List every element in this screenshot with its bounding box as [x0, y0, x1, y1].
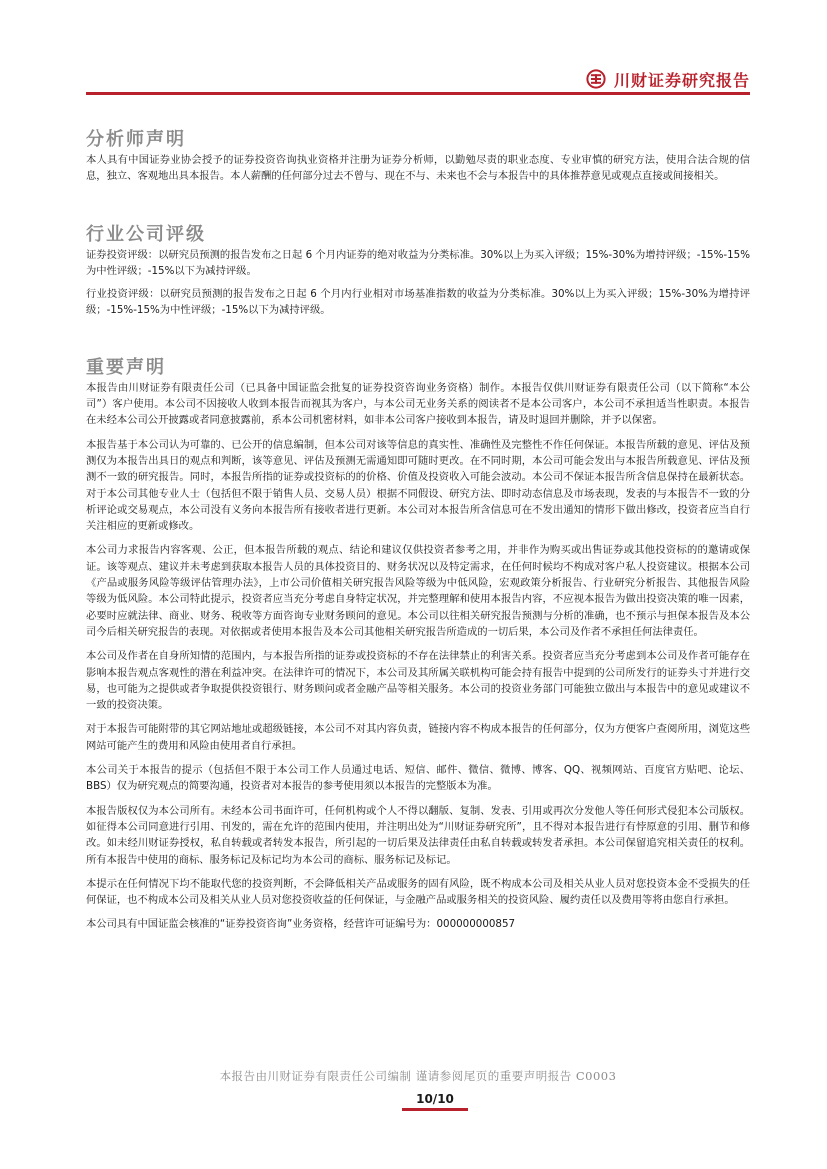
rating-section	[86, 223, 750, 319]
disclaimer-paragraph: 本公司力求报告内容客观、公正，但本报告所载的观点、结论和建议仅供投资者参考之用，并非作为购买或出售证券或其他投资标的的邀请或保证。该等观点、建议并未考虑到获取本报告人员的具体投资目的、财务状况以及特定需求，在任何时候均不构成对客户私人投资建议。根据本公司《产品或服务风险等级评估管理办法》，上市公司价值相关研究报告风险等级为中低风险，宏观政策分析报告、行业研究分析报告、其他报告风险等级为低风险。本公司特此提示，投资者应当充分考虑自身特定状况，并完整理解和使用本报告内容，不应视本报告为做出投资决策的唯一因素，必要时应就法律、商业、财务、税收等方面咨询专业财务顾问的意见。本公司以往相关研究报告预测与分析的准确，也不预示与担保本报告及本公司今后相关研究报告的表现。对依据或者使用本报告及本公司其他相关研究报告所造成的一切后果，本公司及作者不承担任何法律责任。	[86, 544, 750, 638]
rating-title: 行业公司评级	[86, 223, 206, 245]
page-content	[86, 128, 750, 933]
footer-note: 本报告由川财证券有限责任公司编制 谨请参阅尾页的重要声明报告 C0003	[219, 1069, 617, 1083]
page-number: 10/10	[402, 1090, 468, 1111]
header-rule	[86, 92, 750, 95]
disclaimer-title: 重要声明	[86, 356, 166, 378]
license-statement: 本公司具有中国证监会核准的“证券投资咨询”业务资格，经营许可证编号为：000000000857	[86, 918, 516, 931]
analyst-statement-title: 分析师声明	[86, 129, 186, 150]
disclaimer-paragraph: 本公司关于本报告的提示（包括但不限于本公司工作人员通过电话、短信、邮件、微信、微博、博客、QQ、视频网站、百度官方贴吧、论坛、BBS）仅为研究观点的简要沟通，投资者对本报告的参考使用须以本报告的完整版本为准。	[86, 764, 750, 793]
brand	[586, 66, 750, 92]
disclaimer-paragraph: 本报告版权仅为本公司所有。未经本公司书面许可，任何机构或个人不得以翻版、复制、发表、引用或再次分发他人等任何形式侵犯本公司版权。如征得本公司同意进行引用、刊发的，需在允许的范围内使用，并注明出处为“川财证券研究所”，且不得对本报告进行有悖原意的引用、删节和修改。如未经川财证券授权，私自转载或者转发本报告，所引起的一切后果及法律责任由私自转载或转发者承担。本公司保留追究相关责任的权利。所有本报告中使用的商标、服务标记及标记均为本公司的商标、服务标记及标记。	[86, 804, 750, 866]
disclaimer-paragraph: 本公司及作者在自身所知情的范围内，与本报告所指的证券或投资标的不存在法律禁止的利害关系。投资者应当充分考虑到本公司及作者可能存在影响本报告观点客观性的潜在利益冲突。在法律许可的情况下，本公司及其所属关联机构可能会持有报告中提到的公司所发行的证券头寸并进行交易，也可能为之提供或者争取提供投资银行、财务顾问或者金融产品等相关服务。本公司的投资业务部门可能独立做出与本报告中的意见或建议不一致的投资决策。	[86, 650, 750, 712]
disclaimer-paragraph: 本报告由川财证券有限责任公司（已具备中国证监会批复的证券投资咨询业务资格）制作。本报告仅供川财证券有限责任公司（以下简称“本公司”）客户使用。本公司不因接收人收到本报告而视其为客户，与本公司无业务关系的阅读者不是本公司客户，本公司不承担适当性职责。本报告在未经本公司公开披露或者同意披露前，系本公司机密材料，如非本公司客户接收到本报告，请及时退回并删除，并予以保密。	[86, 381, 750, 427]
disclaimer-paragraph: 对于本报告可能附带的其它网站地址或超级链接，本公司不对其内容负责，链接内容不构成本报告的任何部分，仅为方便客户查阅所用，浏览这些网站可能产生的费用和风险由使用者自行承担。	[86, 723, 750, 752]
brand-name: 川财证券研究报告	[613, 70, 750, 90]
chuancai-logo-icon	[586, 69, 606, 89]
analyst-statement-text: 本人具有中国证券业协会授予的证券投资咨询执业资格并注册为证券分析师，以勤勉尽责的职业态度、专业审慎的研究方法，使用合法合规的信息，独立、客观地出具本报告。本人薪酬的任何部分过去不曾与、现在不与、未来也不会与本报告中的具体推荐意见或观点直接或间接相关。	[86, 154, 750, 183]
analyst-statement-section	[86, 128, 750, 185]
industry-rating-text: 行业投资评级：以研究员预测的报告发布之日起 6 个月内行业相对市场基准指数的收益为分类标准。30%以上为买入评级；15%-30%为增持评级；-15%-15%为中性评级；-15%以下为减持评级。	[86, 288, 750, 317]
page-header	[86, 66, 750, 92]
disclaimer-paragraph: 本提示在任何情况下均不能取代您的投资判断，不会降低相关产品或服务的固有风险，既不构成本公司及相关从业人员对您投资本金不受损失的任何保证，也不构成本公司及相关从业人员对您投资收益的任何保证，与金融产品或服务相关的投资风险、履约责任以及费用等将由您自行承担。	[86, 877, 750, 907]
disclaimer-paragraph: 本报告基于本公司认为可靠的、已公开的信息编制，但本公司对该等信息的真实性、准确性及完整性不作任何保证。本报告所载的意见、评估及预测仅为本报告出具日的观点和判断，该等意见、评估及预测无需通知即可随时更改。在不同时期，本公司可能会发出与本报告所载意见、评估及预测不一致的研究报告。同时，本报告所指的证券或投资标的的价格、价值及投资收入可能会波动。本公司不保证本报告所含信息保持在最新状态。对于本公司其他专业人士（包括但不限于销售人员、交易人员）根据不同假设、研究方法、即时动态信息及市场表现，发表的与本报告不一致的分析评论或交易观点，本公司没有义务向本报告所有接收者进行更新。本公司对本报告所含信息可在不发出通知的情形下做出修改，投资者应当自行关注相应的更新或修改。	[86, 438, 750, 533]
disclaimer-section	[86, 356, 750, 933]
securities-rating-text: 证券投资评级：以研究员预测的报告发布之日起 6 个月内证券的绝对收益为分类标准。30%以上为买入评级；15%-30%为增持评级；-15%-15%为中性评级；-15%以下为减持评级。	[86, 248, 750, 277]
